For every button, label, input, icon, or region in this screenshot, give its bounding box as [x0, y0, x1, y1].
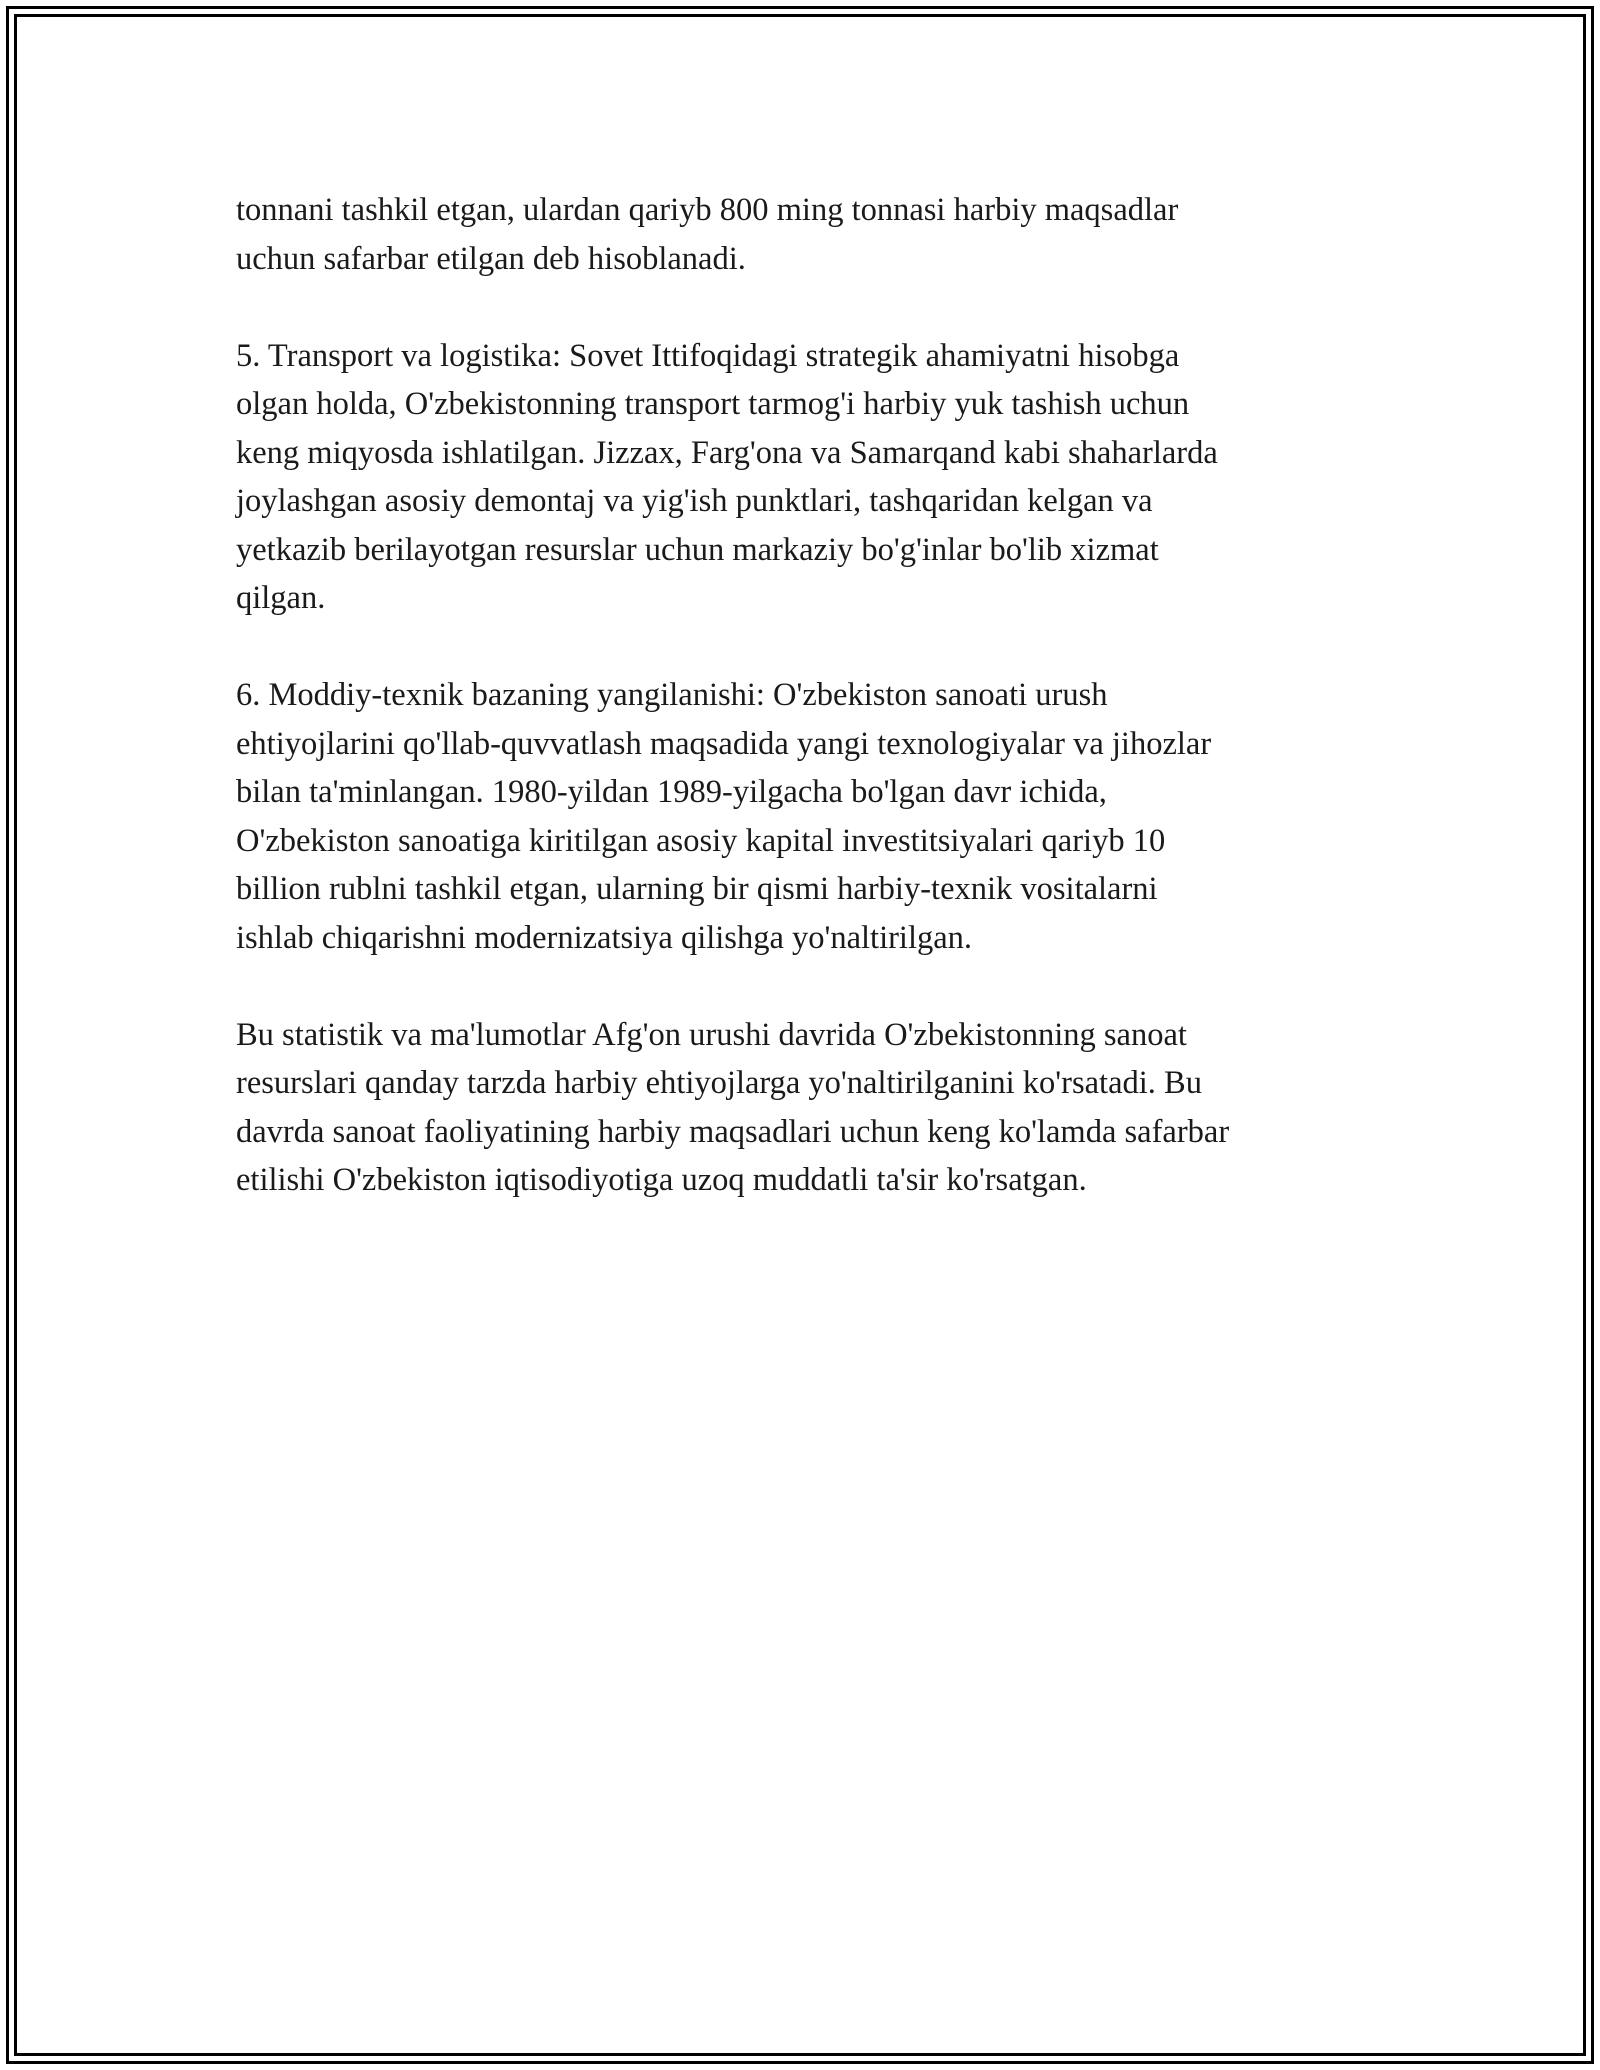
paragraph-continuation: tonnani tashkil etgan, ulardan qariyb 800 ming tonnasi harbiy maqsadlar uchun safarbar etilgan deb hisoblanadi.	[236, 192, 1179, 277]
document-body	[236, 186, 1386, 1253]
paragraph-conclusion: Bu statistik va ma'lumotlar Afg'on urushi davrida O'zbekistonning sanoat resurslari qanday tarzda harbiy ehtiyojlarga yo'naltirilganini ko'rsatadi. Bu davrda sanoat faoliyatining harbiy maqsadlari uchun keng ko'lamda safarbar etilishi O'zbekiston iqtisodiyotiga uzoq muddatli ta'sir ko'rsatgan.	[236, 1016, 1230, 1198]
paragraph-transport-logistics: 5. Transport va logistika: Sovet Ittifoqidagi strategik ahamiyatni hisobga olgan holda, O'zbekistonning transport tarmog'i harbiy yuk tashish uchun keng miqyosda ishlatilgan. Jizzax, Farg'ona va Samarqand kabi shaharlarda joylashgan asosiy demontaj va yig'ish punktlari, tashqaridan kelgan va yetkazib berilayotgan resurslar uchun markaziy bo'g'inlar bo'lib xizmat qilgan.	[236, 337, 1218, 616]
paragraph-material-technical-base: 6. Moddiy-texnik bazaning yangilanishi: O'zbekiston sanoati urush ehtiyojlarini qo'llab-quvvatlash maqsadida yangi texnologiyalar va jihozlar bilan ta'minlangan. 1980-yildan 1989-yilgacha bo'lgan davr ichida, O'zbekiston sanoatiga kiritilgan asosiy kapital investitsiyalari qariyb 10 billion rublni tashkil etgan, ularning bir qismi harbiy-texnik vositalarni ishlab chiqarishni modernizatsiya qilishga yo'naltirilgan.	[236, 677, 1212, 956]
